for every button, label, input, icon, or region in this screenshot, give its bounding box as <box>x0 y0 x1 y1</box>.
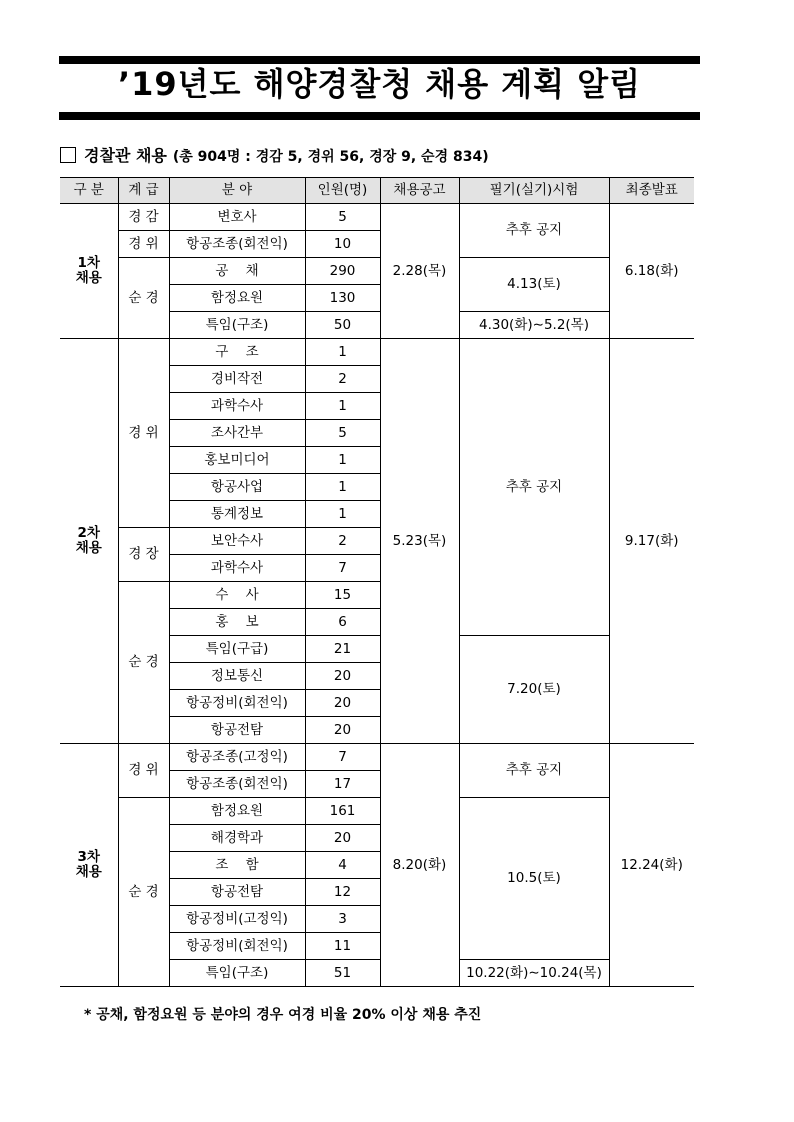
section-heading <box>60 146 489 167</box>
exam-cell: 7.20(토) <box>459 636 609 744</box>
recruitment-table <box>60 177 694 987</box>
count-cell: 290 <box>305 258 380 285</box>
count-cell: 20 <box>305 717 380 744</box>
count-cell: 17 <box>305 771 380 798</box>
count-cell: 10 <box>305 231 380 258</box>
count-cell: 20 <box>305 663 380 690</box>
rank-cell: 경 위 <box>118 339 169 528</box>
checkbox-square-icon <box>60 147 76 163</box>
field-cell: 홍 보 <box>169 609 305 636</box>
field-cell: 항공전탐 <box>169 717 305 744</box>
field-cell: 항공정비(고정익) <box>169 906 305 933</box>
rank-cell: 순 경 <box>118 798 169 987</box>
header-rank: 계 급 <box>118 178 169 204</box>
count-cell: 2 <box>305 366 380 393</box>
count-cell: 20 <box>305 825 380 852</box>
stage-label: 2차 채용 <box>60 339 118 744</box>
field-cell: 과학수사 <box>169 393 305 420</box>
rank-cell: 경 장 <box>118 528 169 582</box>
header-exam: 필기(실기)시험 <box>459 178 609 204</box>
count-cell: 12 <box>305 879 380 906</box>
count-cell: 1 <box>305 474 380 501</box>
table-row <box>60 744 694 771</box>
announce-cell: 8.20(화) <box>380 744 459 987</box>
count-cell: 4 <box>305 852 380 879</box>
field-cell: 항공전탐 <box>169 879 305 906</box>
count-cell: 1 <box>305 393 380 420</box>
count-cell: 1 <box>305 339 380 366</box>
count-cell: 5 <box>305 420 380 447</box>
table-row <box>60 798 694 825</box>
count-cell: 161 <box>305 798 380 825</box>
rank-cell: 경 위 <box>118 744 169 798</box>
exam-cell: 4.30(화)∼5.2(목) <box>459 312 609 339</box>
final-cell: 9.17(화) <box>609 339 694 744</box>
header-final: 최종발표 <box>609 178 694 204</box>
field-cell: 특임(구조) <box>169 960 305 987</box>
field-cell: 해경학과 <box>169 825 305 852</box>
field-cell: 함정요원 <box>169 285 305 312</box>
field-cell: 경비작전 <box>169 366 305 393</box>
field-cell: 항공조종(회전익) <box>169 771 305 798</box>
final-cell: 6.18(화) <box>609 204 694 339</box>
exam-cell: 10.5(토) <box>459 798 609 960</box>
field-cell: 수 사 <box>169 582 305 609</box>
header-field: 분 야 <box>169 178 305 204</box>
table-row <box>60 204 694 231</box>
title-rule-bottom <box>59 112 700 120</box>
exam-cell: 추후 공지 <box>459 204 609 258</box>
count-cell: 11 <box>305 933 380 960</box>
field-cell: 구 조 <box>169 339 305 366</box>
footnote: * 공채, 함정요원 등 분야의 경우 여경 비율 20% 이상 채용 추진 <box>84 1007 482 1023</box>
count-cell: 1 <box>305 501 380 528</box>
field-cell: 함정요원 <box>169 798 305 825</box>
exam-cell: 추후 공지 <box>459 744 609 798</box>
final-cell: 12.24(화) <box>609 744 694 987</box>
count-cell: 7 <box>305 555 380 582</box>
announce-cell: 5.23(목) <box>380 339 459 744</box>
count-cell: 51 <box>305 960 380 987</box>
field-cell: 보안수사 <box>169 528 305 555</box>
field-cell: 조사간부 <box>169 420 305 447</box>
count-cell: 20 <box>305 690 380 717</box>
rank-cell: 순 경 <box>118 582 169 744</box>
count-cell: 3 <box>305 906 380 933</box>
field-cell: 변호사 <box>169 204 305 231</box>
header-announcement: 채용공고 <box>380 178 459 204</box>
count-cell: 50 <box>305 312 380 339</box>
table-row <box>60 339 694 366</box>
exam-cell: 추후 공지 <box>459 339 609 636</box>
count-cell: 130 <box>305 285 380 312</box>
announce-cell: 2.28(목) <box>380 204 459 339</box>
field-cell: 정보통신 <box>169 663 305 690</box>
rank-cell: 경 감 <box>118 204 169 231</box>
field-cell: 특임(구조) <box>169 312 305 339</box>
count-cell: 2 <box>305 528 380 555</box>
table-row <box>60 258 694 285</box>
table-body <box>60 204 694 987</box>
field-cell: 항공사업 <box>169 474 305 501</box>
stage-label: 3차 채용 <box>60 744 118 987</box>
exam-cell: 10.22(화)∼10.24(목) <box>459 960 609 987</box>
count-cell: 15 <box>305 582 380 609</box>
count-cell: 1 <box>305 447 380 474</box>
rank-cell: 순 경 <box>118 258 169 339</box>
field-cell: 조 함 <box>169 852 305 879</box>
header-division: 구 분 <box>60 178 118 204</box>
field-cell: 특임(구급) <box>169 636 305 663</box>
section-detail: (총 904명 : 경감 5, 경위 56, 경장 9, 순경 834) <box>172 149 489 165</box>
header-count: 인원(명) <box>305 178 380 204</box>
count-cell: 5 <box>305 204 380 231</box>
count-cell: 7 <box>305 744 380 771</box>
rank-cell: 경 위 <box>118 231 169 258</box>
stage-label: 1차 채용 <box>60 204 118 339</box>
exam-cell: 4.13(토) <box>459 258 609 312</box>
count-cell: 6 <box>305 609 380 636</box>
page-title: ’19년도 해양경찰청 채용 계획 알림 <box>117 65 642 103</box>
field-cell: 공 채 <box>169 258 305 285</box>
field-cell: 항공조종(고정익) <box>169 744 305 771</box>
field-cell: 항공조종(회전익) <box>169 231 305 258</box>
count-cell: 21 <box>305 636 380 663</box>
field-cell: 항공정비(회전익) <box>169 690 305 717</box>
field-cell: 홍보미디어 <box>169 447 305 474</box>
section-label: 경찰관 채용 <box>84 146 167 165</box>
field-cell: 과학수사 <box>169 555 305 582</box>
field-cell: 통계정보 <box>169 501 305 528</box>
field-cell: 항공정비(회전익) <box>169 933 305 960</box>
